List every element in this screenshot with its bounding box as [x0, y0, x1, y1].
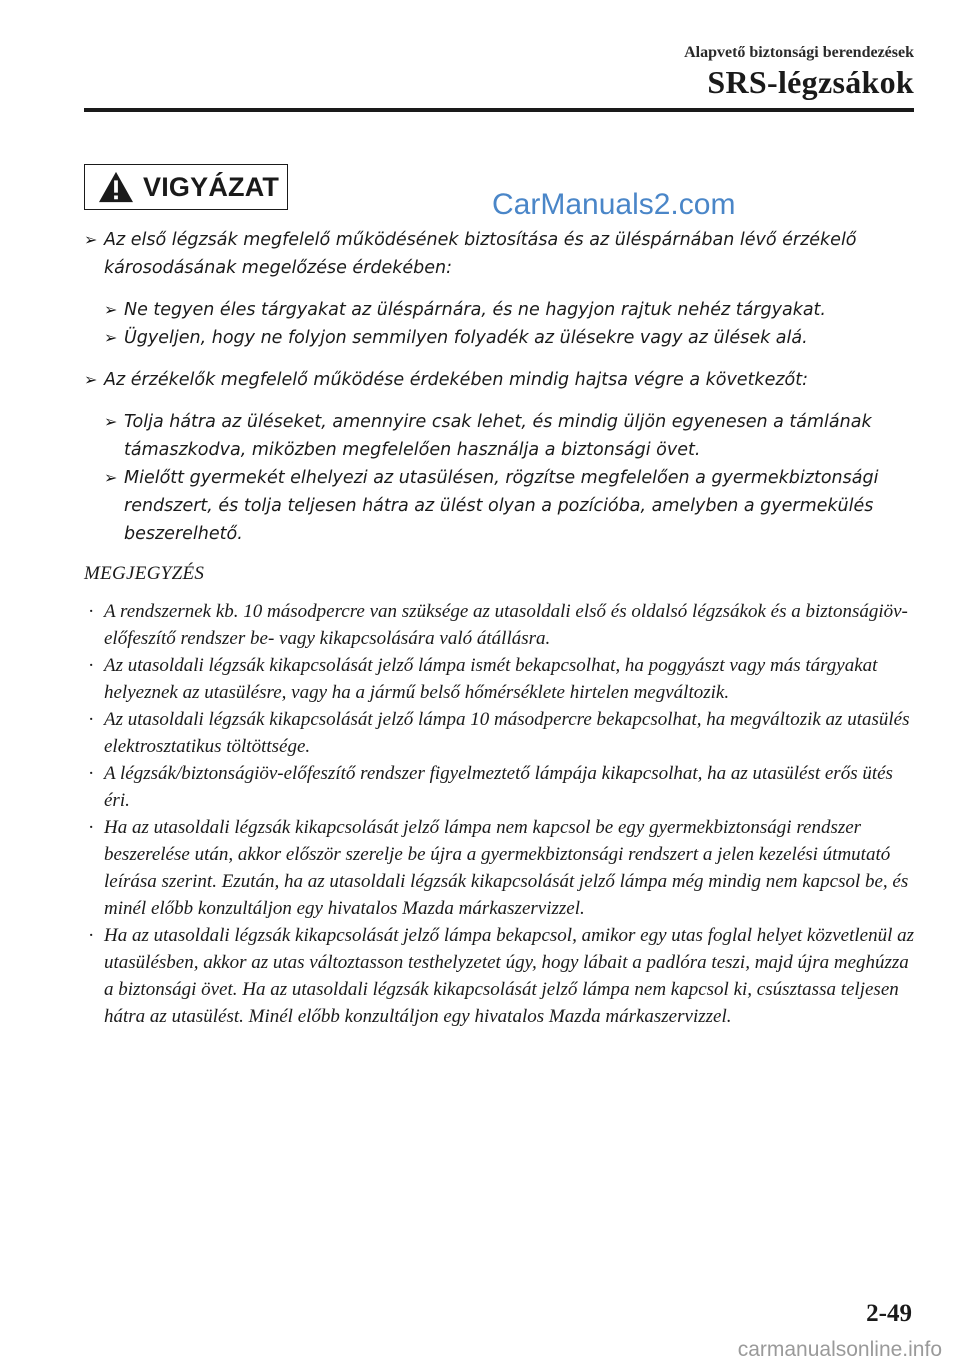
arrow-bullet-icon: ➢	[104, 468, 118, 487]
caution-subitem: ➢ Ügyeljen, hogy ne folyjon semmilyen folyadék az ülésekre vagy az ülések alá.	[104, 324, 904, 352]
note-item: · Ha az utasoldali légzsák kikapcsolását jelző lámpa nem kapcsol be egy gyermekbiztonsági rendszer beszerelése után, akkor először szerelje be újra a gyermekbiztonsági rendszert a jelen kezelési útmutató leírása szerint. Ezután, ha az utasoldali légzsák kikapcsolását jelző lámpa még mindig nem kapcsol be, és minél előbb konzultáljon egy hivatalos Mazda márkaszervizzel.	[84, 814, 920, 922]
bullet-dot-icon: ·	[88, 709, 95, 730]
bullet-dot-icon: ·	[88, 763, 95, 784]
arrow-bullet-icon: ➢	[104, 300, 118, 319]
section-title: Alapvető biztonsági berendezések	[684, 44, 914, 61]
bullet-dot-icon: ·	[88, 925, 95, 946]
arrow-bullet-icon: ➢	[104, 412, 118, 431]
header-divider	[84, 108, 914, 112]
note-item: · Ha az utasoldali légzsák kikapcsolását jelző lámpa bekapcsol, amikor egy utas foglal helyet közvetlenül az utasülésben, akkor az utas változtasson testhelyzetet úgy, hogy lábait a padlóra teszi, majd újra meghúzza a biztonsági övet. Ha az utasoldali légzsák kikapcsolását jelző lámpa nem kapcsol ki, csúsztassa teljesen hátra az utasülést. Minél előbb konzultáljon egy hivatalos Mazda márkaszervizzel.	[84, 922, 920, 1030]
caution-subitem: ➢ Ne tegyen éles tárgyakat az üléspárnára, és ne hagyjon rajtuk nehéz tárgyakat.	[104, 296, 904, 324]
arrow-bullet-icon: ➢	[84, 230, 98, 249]
bullet-dot-icon: ·	[88, 601, 95, 622]
note-item: · A légzsák/biztonságiöv-előfeszítő rendszer figyelmeztető lámpája kikapcsolhat, ha az utasülést erős ütés éri.	[84, 760, 920, 814]
caution-item: ➢ Az első légzsák megfelelő működésének biztosítása és az üléspárnában lévő érzékelő károsodásának megelőzése érdekében:	[84, 226, 904, 282]
bullet-dot-icon: ·	[88, 655, 95, 676]
watermark-top: CarManuals2.com	[492, 188, 736, 221]
caution-item: ➢ Az érzékelők megfelelő működése érdekében mindig hajtsa végre a következőt:	[84, 366, 904, 394]
note-item: · Az utasoldali légzsák kikapcsolását jelző lámpa ismét bekapcsolhat, ha poggyászt vagy más tárgyakat helyeznek az utasülésre, vagy ha a jármű belső hőmérséklete hirtelen megváltozik.	[84, 652, 920, 706]
warning-triangle-icon	[97, 170, 135, 204]
caution-subitem: ➢ Tolja hátra az üléseket, amennyire csak lehet, és mindig üljön egyenesen a támlának támaszkodva, miközben megfelelően használja a biztonsági övet.	[104, 408, 904, 464]
note-heading: MEGJEGYZÉS	[84, 563, 205, 584]
warning-box	[84, 164, 288, 210]
note-list	[84, 598, 920, 1030]
note-item: · Az utasoldali légzsák kikapcsolását jelző lámpa 10 másodpercre bekapcsolhat, ha megváltozik az utasülés elektrosztatikus töltöttsége.	[84, 706, 920, 760]
note-item: · A rendszernek kb. 10 másodpercre van szüksége az utasoldali első és oldalsó légzsákok és a biztonságiöv-előfeszítő rendszer be- vagy kikapcsolására való átállásra.	[84, 598, 920, 652]
warning-label: VIGYÁZAT	[143, 171, 280, 202]
arrow-bullet-icon: ➢	[104, 328, 118, 347]
page-title: SRS-légzsákok	[707, 64, 914, 100]
arrow-bullet-icon: ➢	[84, 370, 98, 389]
caution-subitem: ➢ Mielőtt gyermekét elhelyezi az utasülésen, rögzítse megfelelően a gyermekbiztonsági rendszert, és tolja teljesen hátra az ülést olyan a pozícióba, amelyben a gyermekülés beszerelhető.	[104, 464, 904, 548]
caution-list	[84, 226, 904, 548]
page-number: 2-49	[866, 1300, 912, 1327]
watermark-bottom: carmanualsonline.info	[737, 1338, 942, 1361]
bullet-dot-icon: ·	[88, 817, 95, 838]
